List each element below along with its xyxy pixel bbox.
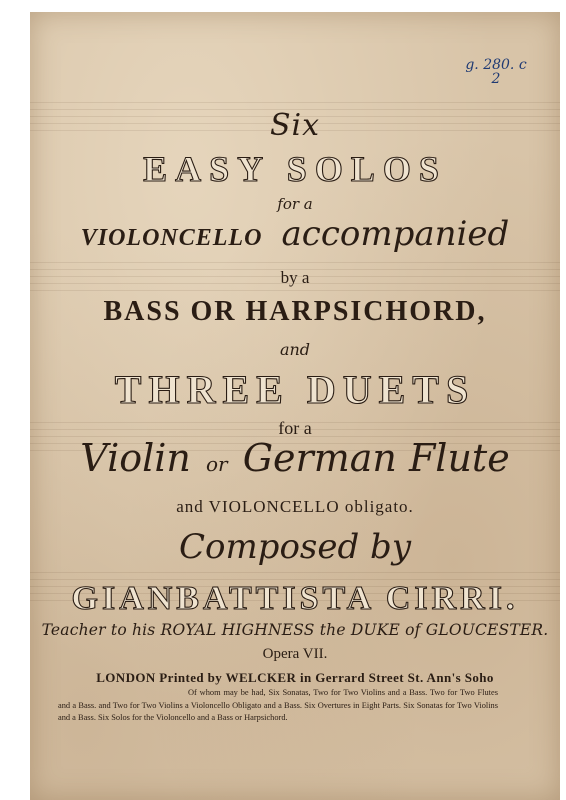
title-violoncello-obligato: and VIOLONCELLO obligato. — [176, 497, 414, 516]
title-accompanied: accompanied — [281, 214, 510, 254]
title-composed-by: Composed by — [178, 527, 412, 567]
publisher-advertisement: Of whom may be had, Six Sonatas, Two for Two Violins and a Bass. Two for Two Flutes and a Bass. and Two for Two Violins a Violoncello Obligato and a Bass. Six Overtures in Eight Parts. Six Sonatas for Two Violins and a Bass. Six Solos for the Violoncello and a Bass or Harpsichord. — [58, 688, 498, 722]
shelfmark-line-1: g. 280. c — [465, 57, 527, 73]
shelfmark-line-2: 2 — [491, 71, 501, 87]
teacher-line: Teacher to his ROYAL HIGHNESS the DUKE of GLOUCESTER. — [41, 621, 549, 639]
library-shelfmark — [456, 58, 536, 86]
title-bass-or-harpsichord: BASS OR HARPSICHORD, — [103, 296, 487, 327]
imprint-london-line: LONDON Printed by WELCKER in Gerrard Street St. Ann's Soho — [96, 670, 494, 685]
title-and: and — [279, 340, 311, 359]
opus-number: Opera VII. — [262, 646, 328, 662]
title-or: or — [205, 452, 228, 476]
title-three-duets: THREE DUETS — [114, 367, 476, 412]
composer-name: GIANBATTISTA CIRRI. — [71, 580, 519, 617]
title-instruments-line — [30, 436, 560, 480]
title-violoncello: VIOLONCELLO — [80, 225, 263, 251]
title-for-a-1: for a — [277, 195, 313, 213]
title-for-a-2: for a — [278, 418, 312, 438]
title-six: Six — [269, 108, 321, 143]
title-easy-solos: EASY SOLOS — [143, 149, 447, 189]
title-violoncello-line — [30, 214, 560, 254]
title-violin: Violin — [80, 436, 191, 480]
title-german-flute: German Flute — [242, 436, 510, 480]
title-by-a: by a — [280, 268, 310, 287]
